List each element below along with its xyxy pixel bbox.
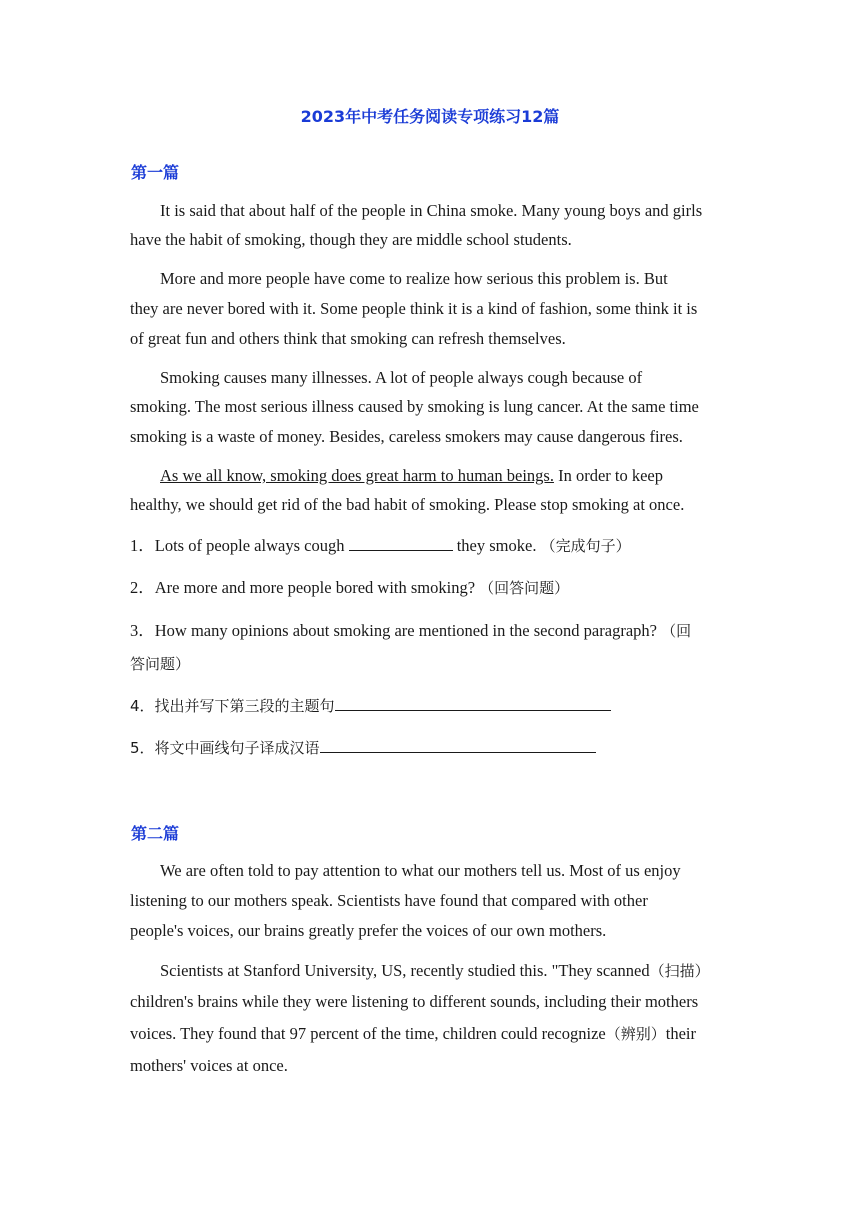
- sentence-text: voices. They found that 97 percent of the time, children could recognize: [130, 1024, 606, 1043]
- paragraph-line: smoking. The most serious illness caused by smoking is lung cancer. At the same time: [130, 397, 699, 416]
- section-heading-2: 第二篇: [131, 824, 180, 843]
- question-text: 3．How many opinions about smoking are mentioned in the second paragraph?: [130, 621, 662, 640]
- question-text: 4．找出并写下第三段的主题句: [130, 697, 335, 715]
- question-text: 1．Lots of people always cough: [130, 536, 349, 555]
- paragraph-line: of great fun and others think that smoking can refresh themselves.: [130, 329, 566, 348]
- paragraph-line: people's voices, our brains greatly prefer the voices of our own mothers.: [130, 921, 607, 940]
- section-heading-1: 第一篇: [131, 163, 180, 182]
- paragraph-line: mothers' voices at once.: [130, 1056, 288, 1075]
- question-text: 2．Are more and more people bored with smoking?: [130, 578, 480, 597]
- paragraph-line: Smoking causes many illnesses. A lot of people always cough because of: [160, 368, 643, 387]
- question-instruction: （回答问题）: [479, 579, 570, 597]
- question-instruction: 答问题）: [130, 655, 191, 673]
- question-1: [130, 535, 631, 557]
- gloss-text: （扫描）: [649, 962, 710, 980]
- paragraph-line: More and more people have come to realize how serious this problem is. But: [160, 269, 668, 288]
- question-text: they smoke.: [452, 536, 541, 555]
- sentence-text: their: [665, 1024, 697, 1043]
- answer-blank[interactable]: [335, 696, 611, 711]
- sentence-text: In order to keep: [553, 466, 663, 485]
- paragraph-line: [130, 1023, 696, 1045]
- paragraph-line: [160, 960, 710, 982]
- sentence-text: Scientists at Stanford University, US, recently studied this. "They scanned: [160, 961, 650, 980]
- question-3: [130, 620, 691, 642]
- question-4: [130, 695, 611, 717]
- document-title: 2023年中考任务阅读专项练习12篇: [300, 107, 560, 126]
- underlined-sentence: As we all know, smoking does great harm to human beings.: [160, 466, 554, 485]
- paragraph-line: smoking is a waste of money. Besides, careless smokers may cause dangerous fires.: [130, 427, 683, 446]
- question-instruction: （回: [661, 622, 692, 640]
- gloss-text: （辨别）: [605, 1025, 666, 1043]
- paragraph-line: [160, 465, 663, 487]
- paragraph-line: they are never bored with it. Some people think it is a kind of fashion, some think it is: [130, 299, 698, 318]
- paragraph-line: listening to our mothers speak. Scientists have found that compared with other: [130, 891, 648, 910]
- answer-blank[interactable]: [320, 738, 596, 753]
- paragraph-line: It is said that about half of the people in China smoke. Many young boys and girls: [160, 201, 703, 220]
- paragraph-line: healthy, we should get rid of the bad habit of smoking. Please stop smoking at once.: [130, 495, 685, 514]
- question-5: [130, 737, 596, 759]
- question-text: 5．将文中画线句子译成汉语: [130, 739, 320, 757]
- paragraph-line: We are often told to pay attention to what our mothers tell us. Most of us enjoy: [160, 861, 681, 880]
- question-2: [130, 577, 569, 599]
- answer-blank[interactable]: [349, 536, 453, 551]
- paragraph-line: children's brains while they were listening to different sounds, including their mothers: [130, 992, 699, 1011]
- question-instruction: （完成句子）: [540, 537, 631, 555]
- paragraph-line: have the habit of smoking, though they are middle school students.: [130, 230, 572, 249]
